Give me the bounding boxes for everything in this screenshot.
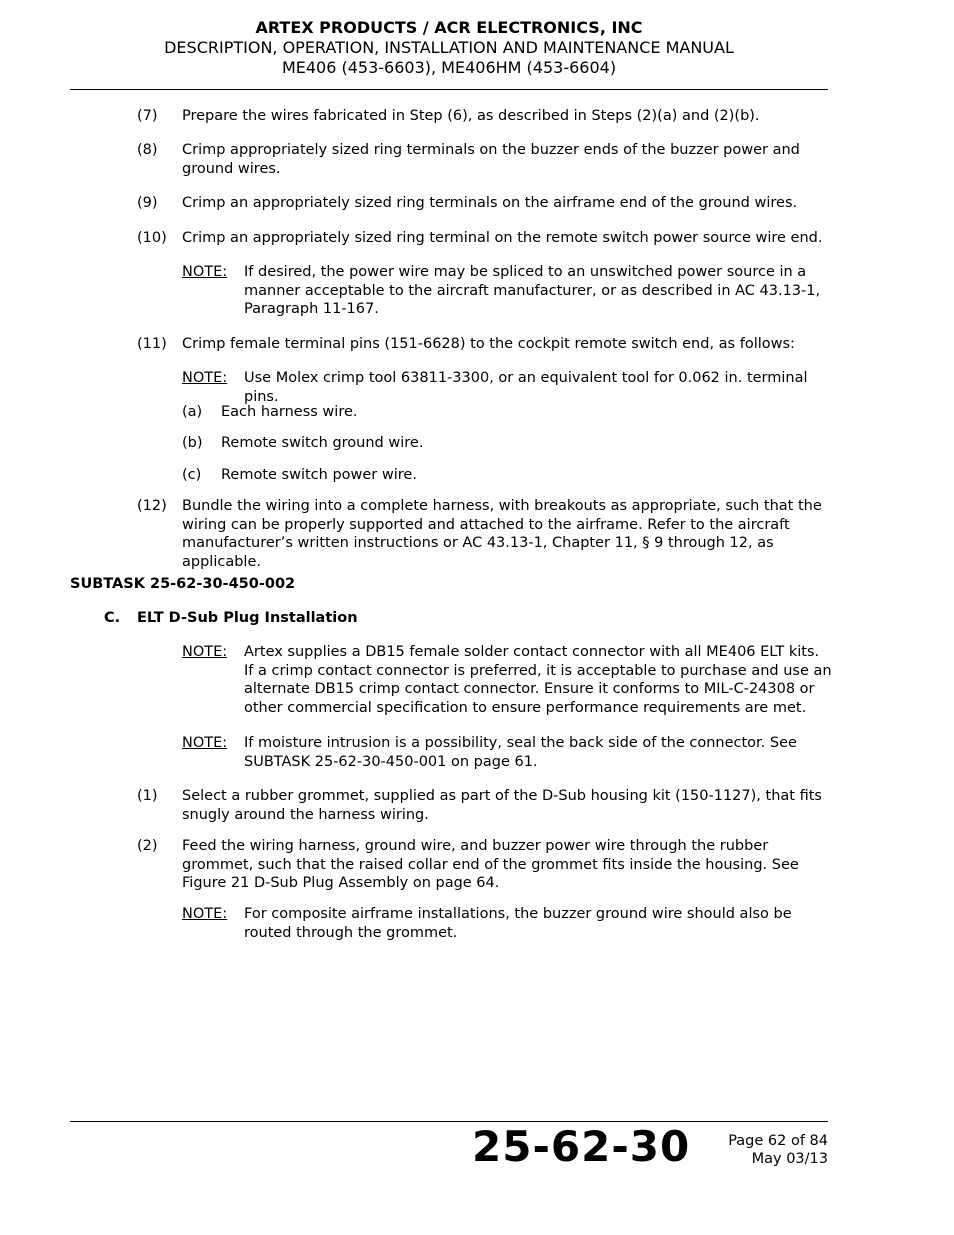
step-text: Select a rubber grommet, supplied as part of the D-Sub housing kit (150-1127), that fits snugly around the harness wiring.	[182, 788, 822, 823]
manual-title: DESCRIPTION, OPERATION, INSTALLATION AND MAINTENANCE MANUAL	[164, 38, 734, 57]
note-text: Use Molex crimp tool 63811-3300, or an equivalent tool for 0.062 in. terminal pins.	[244, 370, 808, 405]
step-number: (1)	[137, 788, 158, 804]
footer-divider	[70, 1121, 828, 1122]
page-info	[728, 1132, 828, 1168]
step-number: (10)	[137, 230, 167, 246]
step-number: (7)	[137, 108, 158, 124]
note-text: Artex supplies a DB15 female solder contact connector with all ME406 ELT kits. If a crimp contact connector is preferred, it is acceptable to purchase and use an alternate DB15 crimp contact connector. Ensure it conforms to MIL-C-24308 or other commercial specification to ensure performance requirements are met.	[244, 644, 832, 716]
model-numbers: ME406 (453-6603), ME406HM (453-6604)	[281, 58, 617, 77]
section-title: ELT D-Sub Plug Installation	[137, 610, 358, 626]
step-text: Prepare the wires fabricated in Step (6), as described in Steps (2)(a) and (2)(b).	[182, 108, 760, 124]
step-text: Crimp an appropriately sized ring terminal on the remote switch power source wire end.	[182, 230, 823, 246]
company-name: ARTEX PRODUCTS / ACR ELECTRONICS, INC	[255, 18, 643, 37]
note-label: NOTE:	[182, 370, 228, 386]
step-number: (9)	[137, 195, 158, 211]
step-text: Crimp female terminal pins (151-6628) to the cockpit remote switch end, as follows:	[182, 336, 795, 352]
note-label: NOTE:	[182, 906, 228, 922]
note-text: For composite airframe installations, the buzzer ground wire should also be routed through the grommet.	[244, 906, 792, 941]
header-divider	[70, 89, 828, 90]
substep-letter: (c)	[182, 467, 202, 483]
note-label: NOTE:	[182, 735, 228, 751]
step-number: (2)	[137, 838, 158, 854]
step-number: (11)	[137, 336, 167, 352]
substep-letter: (a)	[182, 404, 203, 420]
step-number: (8)	[137, 142, 158, 158]
note-text: If desired, the power wire may be spliced to an unswitched power source in a manner acceptable to the aircraft manufacturer, or as described in AC 43.13-1, Paragraph 11-167.	[244, 264, 821, 317]
substep-text: Remote switch power wire.	[221, 467, 417, 483]
note-label: NOTE:	[182, 264, 228, 280]
section-letter: C.	[104, 610, 121, 626]
note-text: If moisture intrusion is a possibility, seal the back side of the connector. See SUBTASK 25-62-30-450-001 on page 61.	[244, 735, 797, 770]
step-text: Bundle the wiring into a complete harness, with breakouts as appropriate, such that the wiring can be properly supported and attached to the airframe. Refer to the aircraft manufacturer’s written instructions or AC 43.13-1, Chapter 11, § 9 through 12, as applicable.	[182, 498, 822, 570]
note-label: NOTE:	[182, 644, 228, 660]
page-number: Page 62 of 84	[728, 1133, 828, 1149]
page-header	[70, 18, 828, 78]
step-number: (12)	[137, 498, 167, 514]
revision-date: May 03/13	[751, 1151, 828, 1167]
document-code: 25-62-30	[472, 1122, 691, 1171]
subtask-heading: SUBTASK 25-62-30-450-002	[70, 576, 296, 592]
substep-text: Remote switch ground wire.	[221, 435, 424, 451]
step-text: Crimp appropriately sized ring terminals on the buzzer ends of the buzzer power and ground wires.	[182, 142, 800, 177]
substep-text: Each harness wire.	[221, 404, 358, 420]
step-text: Crimp an appropriately sized ring terminals on the airframe end of the ground wires.	[182, 195, 798, 211]
step-text: Feed the wiring harness, ground wire, and buzzer power wire through the rubber grommet, such that the raised collar end of the grommet fits inside the housing. See Figure 21 D-Sub Plug Assembly on page 64.	[182, 838, 799, 891]
substep-letter: (b)	[182, 435, 203, 451]
